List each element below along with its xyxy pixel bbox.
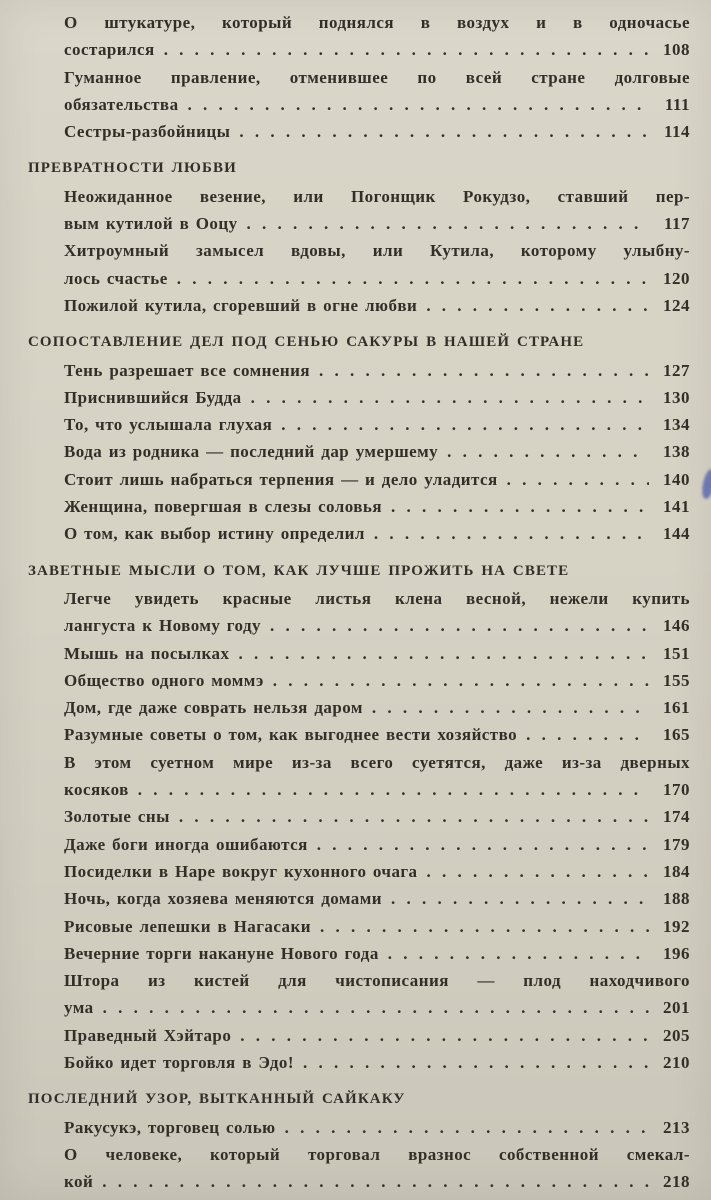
toc-entry-text: Разумные советы о том, как выгоднее вести хозяйство xyxy=(64,725,518,745)
toc-entry-text: вым кутилой в Ооцу xyxy=(64,214,238,234)
toc-entry-text: ума xyxy=(64,998,94,1018)
toc-entry-text: Золотые сны xyxy=(64,807,170,827)
toc-entry-text: О штукатуре, который поднялся в воздух и в одночасье xyxy=(64,13,690,32)
dot-leader xyxy=(285,1114,649,1141)
toc-entry-row xyxy=(64,520,690,547)
toc-entry-text: состарился xyxy=(64,40,155,60)
toc-entry-text: Даже боги иногда ошибаются xyxy=(64,834,308,854)
page-number: 111 xyxy=(664,94,690,114)
toc-entry xyxy=(64,721,690,748)
toc-entry-text: Хитроумный замысел вдовы, или Кутила, которому улыбну- xyxy=(64,241,690,261)
dot-leader xyxy=(374,520,649,547)
page-number: 184 xyxy=(663,861,690,881)
dot-leader xyxy=(179,803,649,830)
dot-leader xyxy=(240,1022,649,1049)
page-number: 144 xyxy=(663,524,690,544)
toc-entry-text: Посиделки в Наре вокруг кухонного очага xyxy=(64,861,418,881)
dot-leader xyxy=(239,118,649,145)
toc-section xyxy=(28,155,690,319)
toc-entry-row xyxy=(64,803,690,830)
page-number: 213 xyxy=(663,1117,690,1137)
toc-entry-row xyxy=(64,885,690,912)
dot-leader xyxy=(273,667,649,694)
page-number: 210 xyxy=(663,1052,690,1072)
page-number: 155 xyxy=(663,670,690,690)
dot-leader xyxy=(303,1049,649,1076)
toc-entry-text: Пожилой кутила, сгоревший в огне любви xyxy=(64,295,418,315)
toc-entry-text: Общество одного моммэ xyxy=(64,670,264,690)
dot-leader xyxy=(320,913,649,940)
toc-entry xyxy=(64,520,690,547)
toc-entry-row xyxy=(64,721,690,748)
toc-entry-text: О том, как выбор истину определил xyxy=(64,524,365,544)
ink-mark xyxy=(701,468,711,499)
toc-section xyxy=(28,558,690,1077)
toc-entry xyxy=(64,466,690,493)
toc-entry-text: Ракусукэ, торговец солью xyxy=(64,1117,276,1137)
page-number: 174 xyxy=(663,807,690,827)
toc-entry xyxy=(64,1022,690,1049)
dot-leader xyxy=(247,210,649,237)
toc-entry-text: Рисовые лепешки в Нагасаки xyxy=(64,916,311,936)
toc-entry xyxy=(64,667,690,694)
toc-entry-row xyxy=(64,357,690,384)
toc-section xyxy=(28,9,690,145)
page-number: 146 xyxy=(663,616,690,636)
toc-entry-text: Дом, где даже соврать нельзя даром xyxy=(64,698,363,718)
toc-entry xyxy=(64,913,690,940)
toc-entry xyxy=(64,438,690,465)
section-heading: СОПОСТАВЛЕНИЕ ДЕЛ ПОД СЕНЬЮ САКУРЫ В НАШЕЙ СТРАНЕ xyxy=(28,334,585,351)
dot-leader xyxy=(426,292,649,319)
toc-entry-row xyxy=(64,667,690,694)
toc-entry-row xyxy=(64,694,690,721)
toc-entry-row xyxy=(64,493,690,520)
toc-entry xyxy=(64,803,690,830)
toc-entry xyxy=(64,237,690,292)
toc-entry-row xyxy=(64,640,690,667)
toc-entry-text: Бойко идет торговля в Эдо! xyxy=(64,1052,294,1072)
toc-entry-text: лангуста к Новому году xyxy=(64,616,262,636)
toc-entry xyxy=(64,64,690,119)
dot-leader xyxy=(251,384,649,411)
toc-entry xyxy=(64,885,690,912)
toc-entry-text: Штора из кистей для чистописания — плод находчивого xyxy=(64,971,690,991)
page-number: 120 xyxy=(663,268,690,288)
dot-leader xyxy=(391,493,649,520)
page-number: 179 xyxy=(663,834,690,854)
dot-leader xyxy=(526,721,649,748)
page-number: 151 xyxy=(663,643,690,663)
toc-entry-row xyxy=(64,210,690,237)
toc-entry xyxy=(64,940,690,967)
toc-entry-row xyxy=(64,776,690,803)
toc-entry-text: Приснившийся Будда xyxy=(64,387,242,407)
page-number: 134 xyxy=(663,415,690,435)
page-number: 165 xyxy=(663,725,690,745)
toc-entry xyxy=(64,967,690,1022)
toc-entry-row xyxy=(64,36,690,63)
toc-entry-row xyxy=(64,466,690,493)
toc-entry-text: обязательства xyxy=(64,94,179,114)
section-heading: ЗАВЕТНЫЕ МЫСЛИ О ТОМ, КАК ЛУЧШЕ ПРОЖИТЬ НА СВЕТЕ xyxy=(28,562,570,579)
toc-entry xyxy=(64,292,690,319)
dot-leader xyxy=(317,831,649,858)
dot-leader xyxy=(270,612,649,639)
dot-leader xyxy=(102,1168,649,1195)
toc-entry-row xyxy=(64,1168,690,1195)
toc-entry-text: То, что услышала глухая xyxy=(64,415,273,435)
toc-entry xyxy=(64,118,690,145)
dot-leader xyxy=(372,694,649,721)
page-number: 188 xyxy=(663,889,690,909)
dot-leader xyxy=(388,940,649,967)
toc-entry xyxy=(64,183,690,238)
dot-leader xyxy=(391,885,649,912)
page-number: 205 xyxy=(663,1025,690,1045)
toc-entry-text: О человеке, который торговал вразнос собственной смекал- xyxy=(64,1144,690,1164)
page-number: 218 xyxy=(663,1172,690,1192)
toc-entry-text: Вода из родника — последний дар умершему xyxy=(64,442,439,462)
dot-leader xyxy=(188,91,649,118)
toc-entry-row xyxy=(64,940,690,967)
toc-entry-row xyxy=(64,265,690,292)
toc-entry xyxy=(64,1049,690,1076)
toc-entry-row xyxy=(64,438,690,465)
page-number: 201 xyxy=(663,998,690,1018)
toc-entry xyxy=(64,858,690,885)
toc-entry-row xyxy=(64,913,690,940)
toc-entry-text: Сестры-разбойницы xyxy=(64,122,231,142)
toc-entry-text: Неожиданное везение, или Погонщик Рокудзо, ставший пер- xyxy=(64,186,690,206)
toc-entry xyxy=(64,640,690,667)
toc-entry xyxy=(64,749,690,804)
toc-entry xyxy=(64,9,690,64)
toc-entry-row xyxy=(64,384,690,411)
page-number: 108 xyxy=(663,40,690,60)
toc-entry-row xyxy=(64,411,690,438)
page-number: 141 xyxy=(663,497,690,517)
toc-entry-text: Женщина, повергшая в слезы соловья xyxy=(64,497,383,517)
page-number: 114 xyxy=(663,122,690,142)
toc-entry-text: Тень разрешает все сомнения xyxy=(64,360,310,380)
toc-entry xyxy=(64,357,690,384)
toc-entry xyxy=(64,411,690,438)
dot-leader xyxy=(103,994,649,1021)
toc-entry-text: Праведный Хэйтаро xyxy=(64,1025,232,1045)
dot-leader xyxy=(447,438,649,465)
toc-entry-text: косяков xyxy=(64,780,129,800)
page-number: 138 xyxy=(663,442,690,462)
page-number: 124 xyxy=(663,295,690,315)
page-number: 140 xyxy=(663,469,690,489)
toc-entry-text: Легче увидеть красные листья клена весной, нежели купить xyxy=(64,588,690,608)
toc-entry-row xyxy=(64,1022,690,1049)
page-number: 196 xyxy=(663,943,690,963)
section-heading: ПОСЛЕДНИЙ УЗОР, ВЫТКАННЫЙ САЙКАКУ xyxy=(28,1091,406,1108)
toc-entry-text: Гуманное правление, отменившее по всей стране долговые xyxy=(64,67,690,87)
toc-entry xyxy=(64,585,690,640)
toc-entry xyxy=(64,831,690,858)
dot-leader xyxy=(177,265,649,292)
page-number: 170 xyxy=(663,780,690,800)
page-number: 192 xyxy=(663,916,690,936)
toc-entry-row xyxy=(64,858,690,885)
section-heading: ПРЕВРАТНОСТИ ЛЮБВИ xyxy=(28,160,237,177)
toc-section xyxy=(28,1086,690,1195)
dot-leader xyxy=(164,36,649,63)
toc-entry xyxy=(64,493,690,520)
toc-entry-text: лось счастье xyxy=(64,268,168,288)
dot-leader xyxy=(281,411,649,438)
toc-entry-row xyxy=(64,612,690,639)
dot-leader xyxy=(238,640,649,667)
toc-entry-row xyxy=(64,831,690,858)
toc-entry-row xyxy=(64,1114,690,1141)
toc-entry xyxy=(64,1114,690,1141)
toc-entry-text: В этом суетном мире из-за всего суетятся, даже из-за дверных xyxy=(64,752,690,772)
page-number: 127 xyxy=(663,360,690,380)
table-of-contents xyxy=(28,9,690,1195)
page-number: 117 xyxy=(663,214,690,234)
toc-entry xyxy=(64,694,690,721)
toc-entry-row xyxy=(64,118,690,145)
toc-entry-row xyxy=(64,994,690,1021)
toc-section xyxy=(28,329,690,547)
toc-entry-row xyxy=(64,91,690,118)
dot-leader xyxy=(138,776,649,803)
page-number: 161 xyxy=(663,698,690,718)
dot-leader xyxy=(427,858,649,885)
toc-entry-text: Стоит лишь набраться терпения — и дело уладится xyxy=(64,469,498,489)
toc-entry-text: Мышь на посылках xyxy=(64,643,230,663)
toc-entry-row xyxy=(64,1049,690,1076)
page-number: 130 xyxy=(663,387,690,407)
dot-leader xyxy=(507,466,649,493)
toc-entry-text: Ночь, когда хозяева меняются домами xyxy=(64,889,383,909)
toc-entry xyxy=(64,384,690,411)
toc-entry xyxy=(64,1141,690,1196)
toc-entry-text: кой xyxy=(64,1172,94,1192)
dot-leader xyxy=(319,357,649,384)
toc-entry-row xyxy=(64,292,690,319)
toc-entry-text: Вечерние торги накануне Нового года xyxy=(64,943,379,963)
